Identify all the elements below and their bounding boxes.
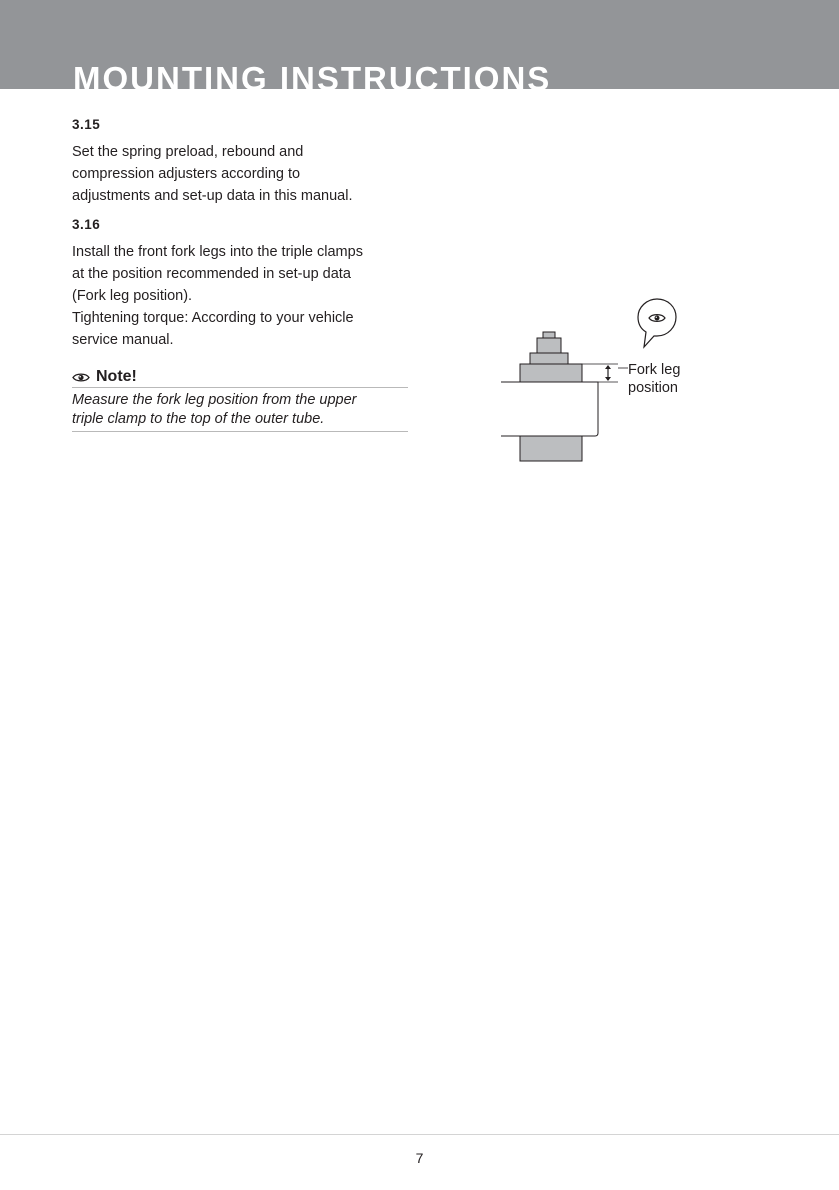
step-number: 3.15 bbox=[72, 117, 101, 132]
note-header bbox=[72, 367, 408, 388]
note-title: Note! bbox=[96, 368, 137, 385]
fork-tube-lower bbox=[520, 436, 582, 461]
step-line: at the position recommended in set-up data bbox=[72, 266, 351, 282]
header-band bbox=[0, 0, 839, 89]
fork-tube-top bbox=[520, 364, 582, 382]
clamp-edge bbox=[595, 382, 598, 436]
step-line: Set the spring preload, rebound and bbox=[72, 144, 304, 160]
step-3-16 bbox=[72, 215, 412, 351]
step-line: adjustments and set-up data in this manual. bbox=[72, 188, 353, 204]
bolt-cap bbox=[537, 338, 561, 353]
fork-leg-position-label bbox=[628, 361, 680, 397]
eye-callout bbox=[638, 299, 676, 347]
bolt-top bbox=[543, 332, 555, 338]
step-line: service manual. bbox=[72, 332, 174, 348]
note-line: triple clamp to the top of the outer tube. bbox=[72, 411, 325, 427]
step-3-15 bbox=[72, 115, 412, 207]
footer-divider bbox=[0, 1134, 839, 1135]
step-line: Tightening torque: According to your vehicle bbox=[72, 310, 354, 326]
step-line: (Fork leg position). bbox=[72, 288, 193, 304]
eye-icon bbox=[72, 372, 90, 383]
dimension-arrow bbox=[605, 365, 611, 381]
note-text bbox=[72, 388, 408, 432]
label-line: Fork leg bbox=[628, 362, 681, 378]
step-text bbox=[72, 141, 412, 207]
step-number: 3.16 bbox=[72, 217, 101, 232]
step-line: compression adjusters according to bbox=[72, 166, 301, 182]
page-title: MOUNTING INSTRUCTIONS bbox=[73, 60, 552, 89]
instructions-content bbox=[72, 115, 412, 432]
note-box bbox=[72, 367, 408, 432]
step-text bbox=[72, 241, 412, 351]
step-line: Install the front fork legs into the triple clamps bbox=[72, 244, 363, 260]
label-line: position bbox=[628, 380, 678, 396]
note-line: Measure the fork leg position from the upper bbox=[72, 392, 357, 408]
page-number: 7 bbox=[415, 1150, 424, 1166]
bolt-nut bbox=[530, 353, 568, 364]
